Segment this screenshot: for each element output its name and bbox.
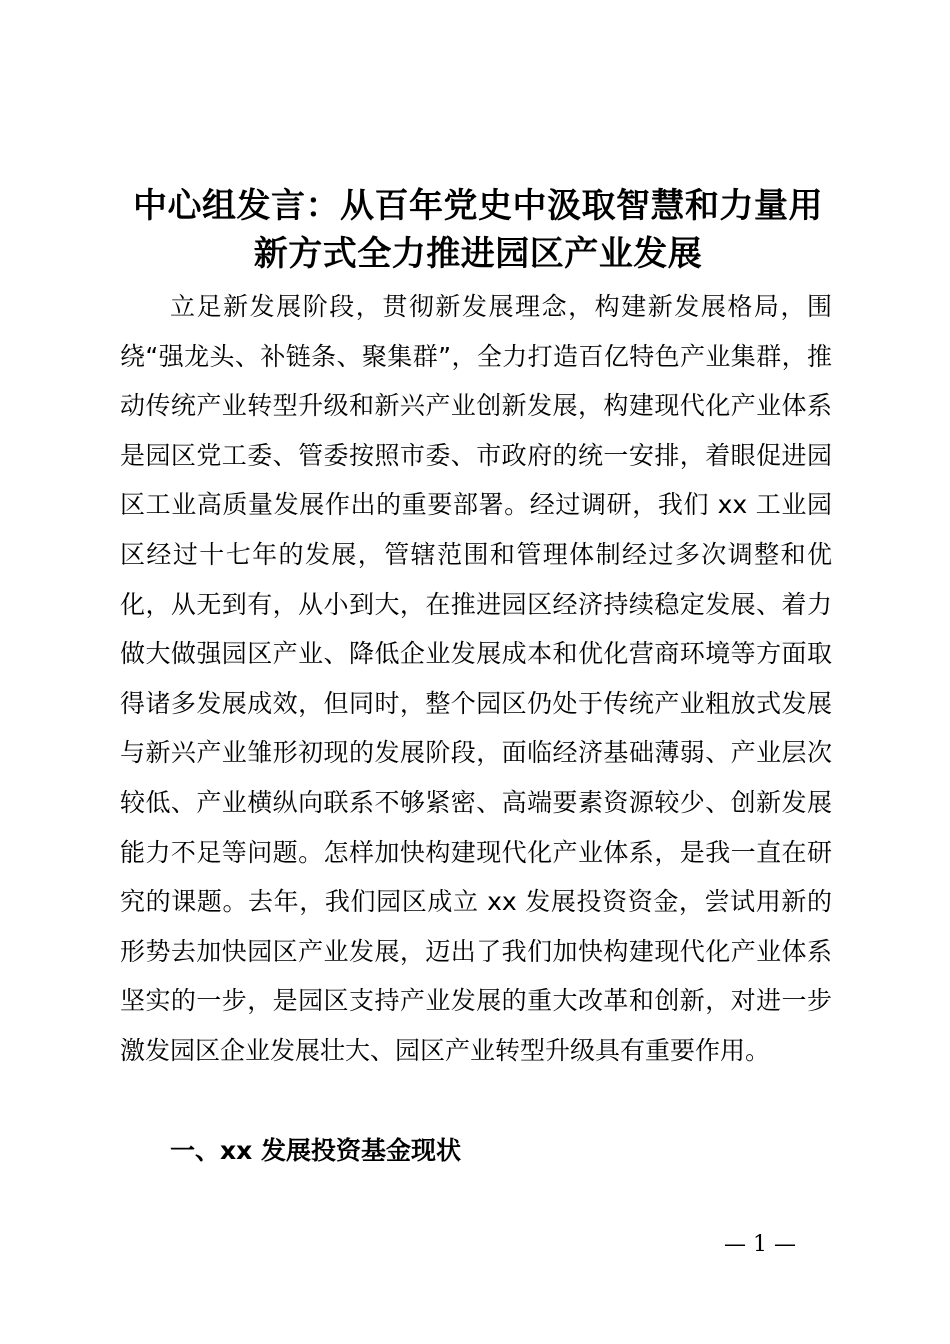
document-title [120,182,836,278]
page-number: — 1 — [724,1232,796,1257]
section-heading: 一、xx 发展投资基金现状 [170,1136,461,1165]
title-line-2: 新方式全力推进园区产业发展 [253,234,703,274]
title-line-1: 中心组发言：从百年党史中汲取智慧和力量用 [133,186,823,226]
body-paragraph: 立足新发展阶段，贯彻新发展理念，构建新发展格局，围绕“强龙头、补链条、聚集群”，全力打造百亿特色产业集群，推动传统产业转型升级和新兴产业创新发展，构建现代化产业体系是园区党工委、管委按照市委、市政府的统一安排，着眼促进园区工业高质量发展作出的重要部署。经过调研，我们 xx 工业园区经过十七年的发展，管辖范围和管理体制经过多次调整和优化，从无到有，从小到大，在推进园区经济持续稳定发展、着力做大做强园区产业、降低企业发展成本和优化营商环境等方面取得诸多发展成效，但同时，整个园区仍处于传统产业粗放式发展与新兴产业雏形初现的发展阶段，面临经济基础薄弱、产业层次较低、产业横纵向联系不够紧密、高端要素资源较少、创新发展能力不足等问题。怎样加快构建现代化产业体系，是我一直在研究的课题。去年，我们园区成立 xx 发展投资资金，尝试用新的形势去加快园区产业发展，迈出了我们加快构建现代化产业体系坚实的一步，是园区支持产业发展的重大改革和创新，对进一步激发园区企业发展壮大、园区产业转型升级具有重要作用。 [120,292,832,1065]
